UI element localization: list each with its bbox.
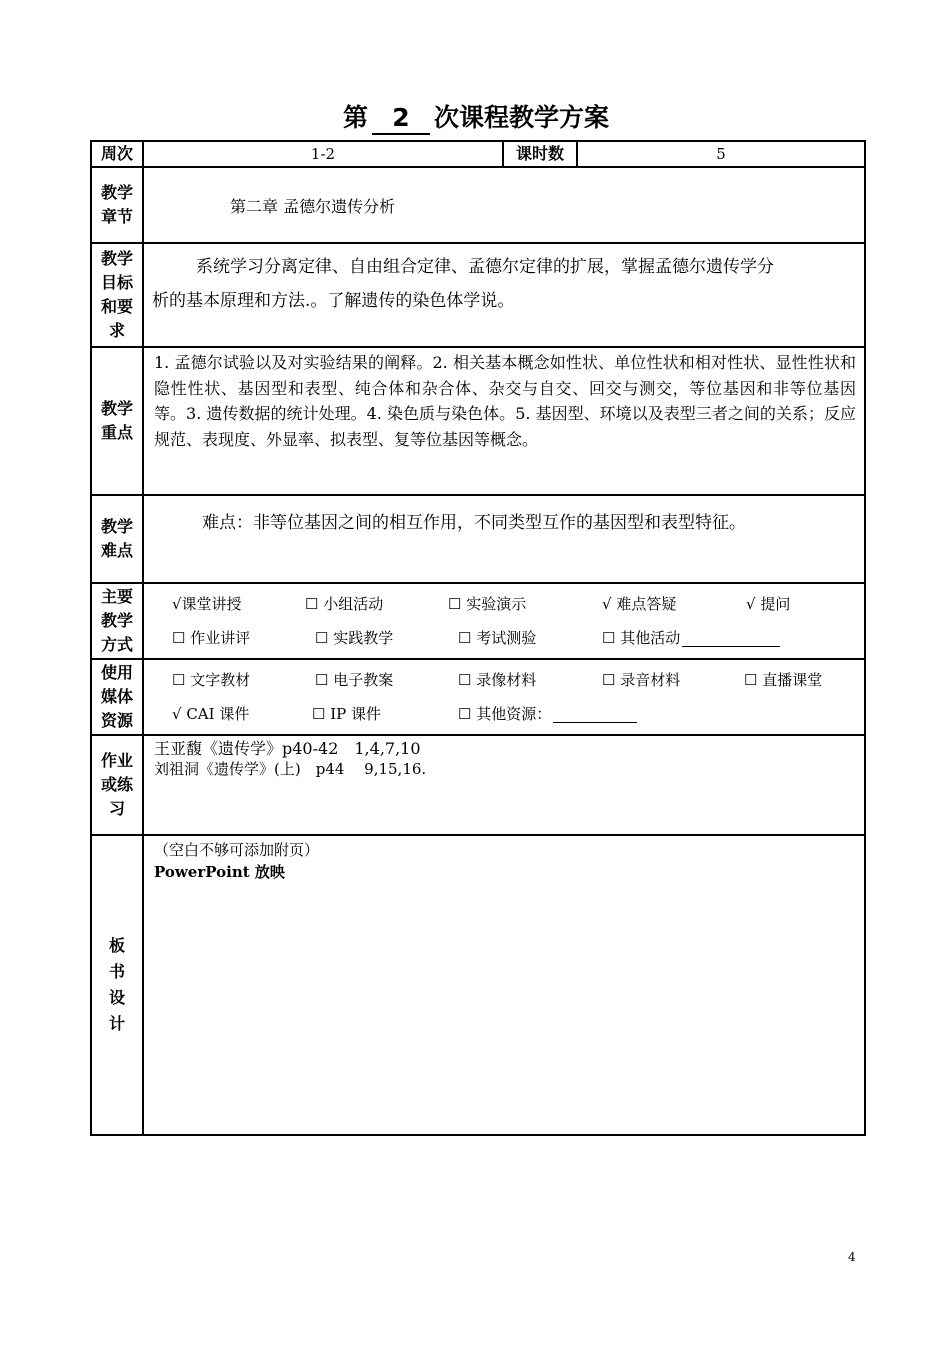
- method-option[interactable]: √ 难点答疑: [602, 595, 677, 613]
- difficulty-row: [91, 495, 865, 583]
- focus-row: [91, 347, 865, 495]
- title-suffix: 次课程教学方案: [434, 103, 610, 132]
- focus-text: 1. 孟德尔试验以及对实验结果的阐释。2. 相关基本概念如性状、单位性状和相对性状、显性性状和隐性性状、基因型和表型、纯合体和杂合体、杂交与自交、回交与测交，等位基因和非等位基因等。3. 遗传数据的统计处理。4. 染色质与染色体。5. 基因型、环境以及表型三者之间的关系；反应规范、表现度、外显率、拟表型、复等位基因等概念。: [143, 347, 865, 495]
- method-option-other[interactable]: ☐ 其他活动: [602, 621, 780, 655]
- focus-label: 教学 重点: [91, 347, 143, 495]
- media-label: 使用 媒体 资源: [91, 659, 143, 735]
- board-content: PowerPoint 放映: [154, 863, 285, 881]
- homework-label: 作业 或练 习: [91, 735, 143, 835]
- goal-label: 教学 目标 和要 求: [91, 243, 143, 347]
- media-option[interactable]: ☐ 录音材料: [602, 671, 681, 689]
- hours-value: 5: [577, 141, 865, 167]
- board-label: 板 书 设 计: [91, 835, 143, 1135]
- media-options: [143, 659, 865, 735]
- page-number: 4: [848, 1250, 856, 1264]
- homework-row: [91, 735, 865, 835]
- goal-line-1: 系统学习分离定律、自由组合定律、孟德尔定律的扩展，掌握孟德尔遗传学分: [196, 257, 774, 277]
- chapter-label: 教学 章节: [91, 167, 143, 243]
- board-row: [91, 835, 865, 1135]
- methods-row: [91, 583, 865, 659]
- hours-label: 课时数: [503, 141, 577, 167]
- media-option-other[interactable]: ☐ 其他资源：: [458, 697, 637, 731]
- other-activity-blank[interactable]: [682, 626, 780, 647]
- method-option[interactable]: ☐ 实验演示: [448, 595, 527, 613]
- homework-line-1: 王亚馥《遗传学》p40-42 1,4,7,10: [154, 739, 421, 758]
- media-option[interactable]: √ CAI 课件: [172, 705, 250, 723]
- board-note: （空白不够可添加附页）: [154, 841, 320, 859]
- methods-options: [143, 583, 865, 659]
- method-option[interactable]: ☐ 作业讲评: [172, 629, 251, 647]
- media-option[interactable]: ☐ 电子教案: [315, 671, 394, 689]
- week-row: [91, 141, 865, 167]
- method-option[interactable]: ☐ 实践教学: [315, 629, 394, 647]
- media-row: [91, 659, 865, 735]
- media-option[interactable]: ☐ IP 课件: [312, 705, 382, 723]
- method-option[interactable]: √ 提问: [746, 595, 791, 613]
- week-value: 1-2: [143, 141, 503, 167]
- method-option[interactable]: √课堂讲授: [172, 595, 242, 613]
- other-resource-blank[interactable]: [553, 702, 637, 723]
- methods-label: 主要 教学 方式: [91, 583, 143, 659]
- method-option[interactable]: ☐ 考试测验: [458, 629, 537, 647]
- media-option[interactable]: ☐ 直播课堂: [744, 671, 823, 689]
- goal-row: [91, 243, 865, 347]
- board-design: [143, 835, 865, 1135]
- goal-line-2: 析的基本原理和方法.。了解遗传的染色体学说。: [152, 291, 515, 311]
- media-option[interactable]: ☐ 录像材料: [458, 671, 537, 689]
- title-number: 2: [372, 103, 430, 135]
- media-option[interactable]: ☐ 文字教材: [172, 671, 251, 689]
- lesson-plan-table: [90, 140, 866, 1136]
- page-title: [0, 100, 952, 136]
- goal-text: [143, 243, 865, 347]
- chapter-value: 第二章 孟德尔遗传分析: [143, 167, 865, 243]
- difficulty-text: 难点：非等位基因之间的相互作用，不同类型互作的基因型和表型特征。: [143, 495, 865, 583]
- title-prefix: 第: [342, 103, 368, 132]
- homework-line-2: 刘祖洞《遗传学》(上) p44 9,15,16.: [154, 760, 427, 778]
- difficulty-label: 教学 难点: [91, 495, 143, 583]
- chapter-row: [91, 167, 865, 243]
- method-option[interactable]: ☐ 小组活动: [305, 595, 384, 613]
- week-label: 周次: [91, 141, 143, 167]
- homework-text: [143, 735, 865, 835]
